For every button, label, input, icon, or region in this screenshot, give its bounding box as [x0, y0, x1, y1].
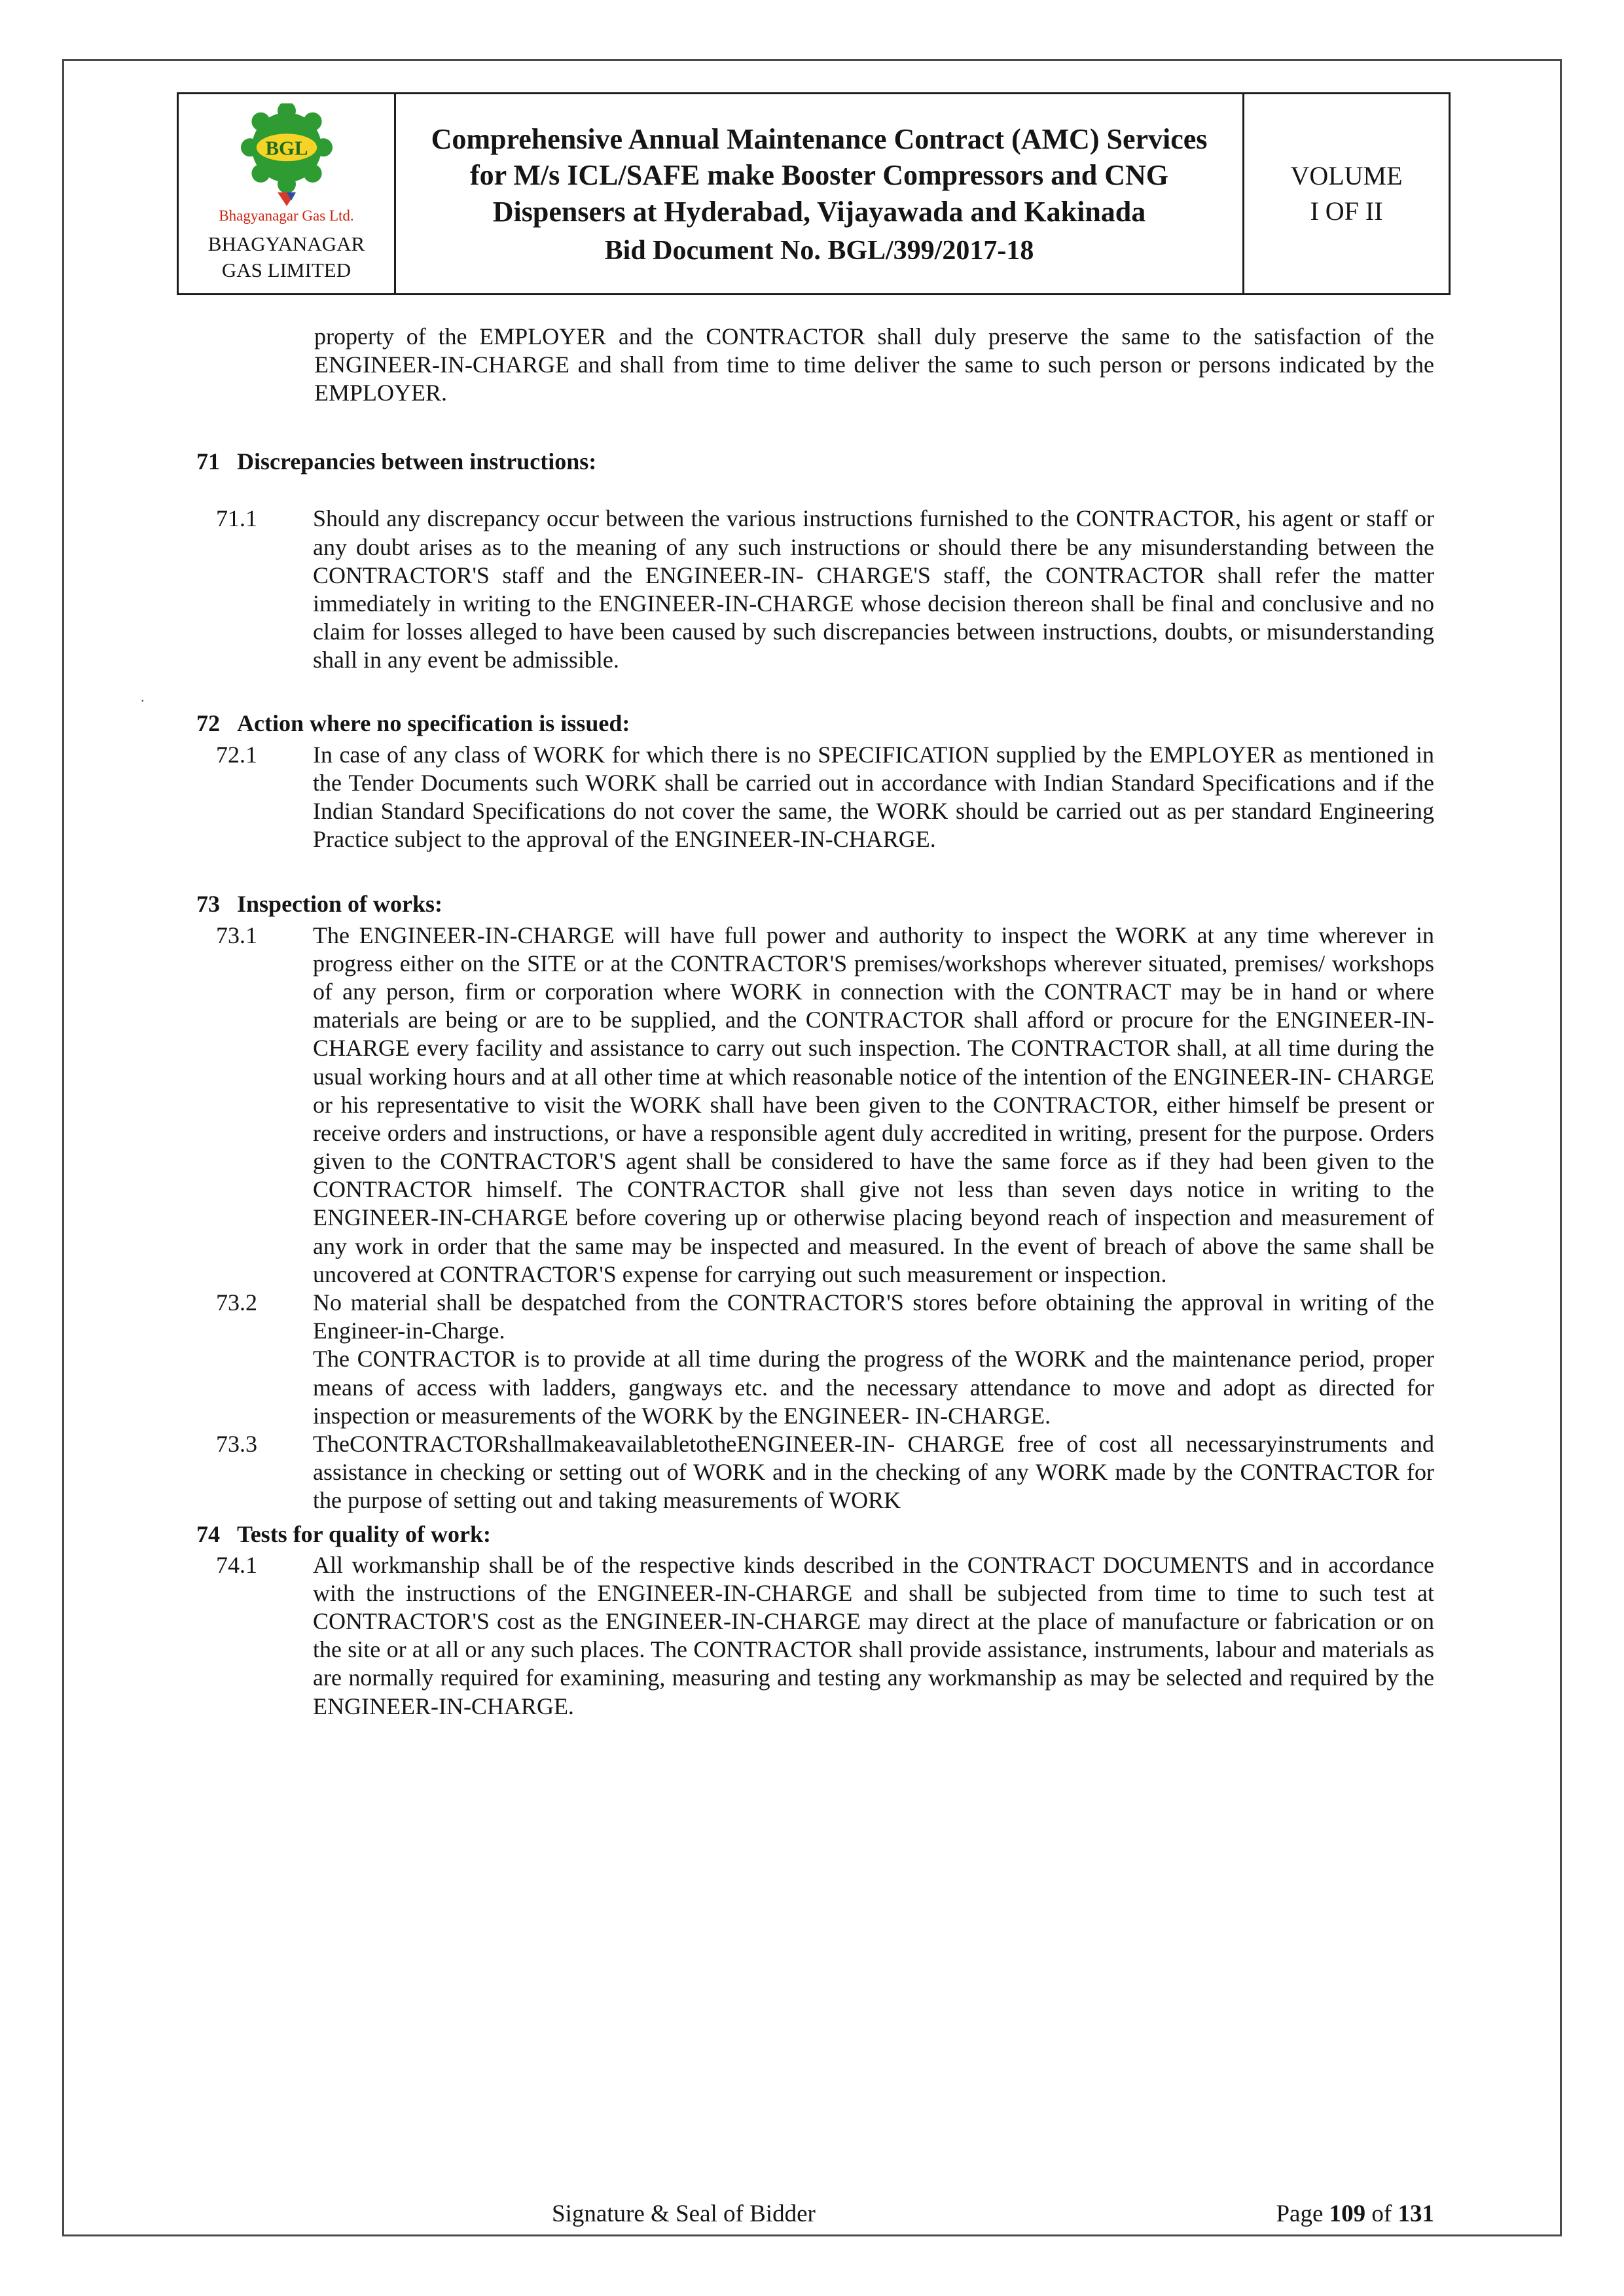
clause-71-1: [216, 505, 1434, 674]
clause-72-1: [216, 741, 1434, 854]
section-number: 74: [196, 1520, 220, 1547]
page-border-frame: [62, 59, 1562, 2236]
section-title: Action where no specification is issued:: [237, 710, 630, 737]
section-heading-74: [196, 1520, 1434, 1549]
logo-caption: Bhagyanagar Gas Ltd.: [219, 207, 354, 224]
clause-text: The ENGINEER-IN-CHARGE will have full power and authority to inspect the WORK at any time wherever in progress either on the SITE or at the CONTRACTOR'S premises/workshops wherever situated, premises/ workshops of any person, firm or corporation where WORK in connection with the CONTRACT may be in hand or where materials are being or are to be supplied, and the CONTRACTOR shall afford or procure for the ENGINEER-IN- CHARGE every facility and assistance to carry out such inspection. The CONTRACTOR shall, at all time during the usual working hours and at all other time at which reasonable notice of the intention of the ENGINEER-IN- CHARGE or his representative to visit the WORK shall have been given to the CONTRACTOR, either himself be present or receive orders and instructions, or have a responsible agent duly accredited in writing, present for the purpose. Orders given to the CONTRACTOR'S agent shall be considered to have the same force as if they had been given to the CONTRACTOR himself. The CONTRACTOR shall give not less than seven days notice in writing to the ENGINEER-IN-CHARGE before covering up or otherwise placing beyond reach of inspection and measurement of any work in order that the same may be inspected and measured. In the event of breach of above the same shall be uncovered at CONTRACTOR'S expense for carrying out such measurement or inspection.: [313, 922, 1434, 1287]
bid-document-number: Bid Document No. BGL/399/2017-18: [604, 235, 1034, 266]
section-heading-71: [196, 448, 1434, 476]
clause-number: 72.1: [216, 741, 257, 768]
clause-text: No material shall be despatched from the CONTRACTOR'S stores before obtaining the approval in writing of the Engineer-in-Charge.: [313, 1289, 1434, 1344]
signature-seal-label: Signature & Seal of Bidder: [552, 2200, 816, 2227]
page-of-label: of: [1365, 2200, 1398, 2227]
logo-monogram: BGL: [264, 137, 308, 160]
clause-73-1: [216, 922, 1434, 1289]
clause-74-1: [216, 1551, 1434, 1721]
volume-line2: I OF II: [1310, 196, 1383, 226]
page-number: [1276, 2200, 1434, 2228]
clause-73-3: [216, 1430, 1434, 1515]
clause-text: All workmanship shall be of the respective kinds described in the CONTRACT DOCUMENTS and in accordance with the instructions of the ENGINEER-IN-CHARGE and shall be subjected from time to time to such test at CONTRACTOR'S cost as the ENGINEER-IN-CHARGE may direct at the place of manufacture or fabrication or on the site or at all or any such places. The CONTRACTOR shall provide assistance, instruments, labour and materials as are normally required for examining, measuring and testing any workmanship as may be selected and required by the ENGINEER-IN-CHARGE.: [313, 1551, 1434, 1719]
clause-number: 71.1: [216, 505, 257, 532]
volume-line1: VOLUME: [1290, 160, 1403, 190]
header-volume-cell: [1244, 94, 1449, 293]
section-number: 72: [196, 710, 220, 737]
org-name-line2: GAS LIMITED: [221, 259, 352, 282]
document-body: [64, 323, 1560, 1721]
header-title-cell: [396, 94, 1244, 293]
continuation-paragraph: property of the EMPLOYER and the CONTRACTOR shall duly preserve the same to the satisfaction of the ENGINEER-IN-CHARGE and shall from time to time deliver the same to such person or persons indicated by the EMPLOYER.: [314, 323, 1434, 406]
page-total: 131: [1398, 2200, 1434, 2227]
clause-number: 74.1: [216, 1551, 257, 1578]
clause-text: In case of any class of WORK for which there is no SPECIFICATION supplied by the EMPLOYER as mentioned in the Tender Documents such WORK shall be carried out in accordance with Indian Standard Specifications and if the Indian Standard Specifications do not cover the same, the WORK should be carried out as per standard Engineering Practice subject to the approval of the ENGINEER-IN-CHARGE.: [313, 741, 1434, 853]
document-title: Comprehensive Annual Maintenance Contract (AMC) Services for M/s ICL/SAFE make Booster Compressors and CNG Dispensers at Hyderabad, Vijayawada and Kakinada: [431, 122, 1208, 228]
section-title: Inspection of works:: [237, 891, 443, 918]
section-number: 71: [196, 448, 220, 475]
org-name: [208, 231, 365, 284]
clause-text: TheCONTRACTORshallmakeavailabletotheENGINEER-IN- CHARGE free of cost all necessaryinstruments and assistance in checking or setting out of WORK and in the checking of any WORK made by the CONTRACTOR for the purpose of setting out and taking measurements of WORK: [313, 1430, 1434, 1514]
clause-73-2: [216, 1289, 1434, 1430]
section-heading-72: [196, 709, 1434, 738]
bgl-logo-icon: [223, 103, 351, 206]
clause-text: The CONTRACTOR is to provide at all time during the progress of the WORK and the maintenance period, proper means of access with ladders, gangways etc. and the necessary attendance to move and adopt as directed for inspection or measurements of the WORK by the ENGINEER- IN-CHARGE.: [313, 1346, 1434, 1429]
page-footer: [64, 2195, 1560, 2228]
section-number: 73: [196, 891, 220, 918]
header-table: [177, 92, 1451, 295]
page-label: Page: [1276, 2200, 1329, 2227]
section-title: Discrepancies between instructions:: [237, 448, 597, 475]
clause-number: 73.1: [216, 922, 257, 948]
page-current: 109: [1329, 2200, 1366, 2227]
org-name-line1: BHAGYANAGAR: [208, 232, 365, 255]
section-heading-73: [196, 890, 1434, 918]
stray-period: .: [141, 689, 145, 706]
clause-text: Should any discrepancy occur between the various instructions furnished to the CONTRACTOR, his agent or staff or any doubt arises as to the meaning of any such instructions or should there be any misunderstanding between the CONTRACTOR'S staff and the ENGINEER-IN- CHARGE'S staff, the CONTRACTOR shall refer the matter immediately in writing to the ENGINEER-IN-CHARGE whose decision thereon shall be final and conclusive and no claim for losses alleged to have been caused by such discrepancies between instructions, doubts, or misunderstanding shall in any event be admissible.: [313, 505, 1434, 673]
clause-number: 73.2: [216, 1289, 257, 1316]
clause-number: 73.3: [216, 1430, 257, 1457]
header-logo-cell: [179, 94, 396, 293]
section-title: Tests for quality of work:: [237, 1520, 492, 1547]
